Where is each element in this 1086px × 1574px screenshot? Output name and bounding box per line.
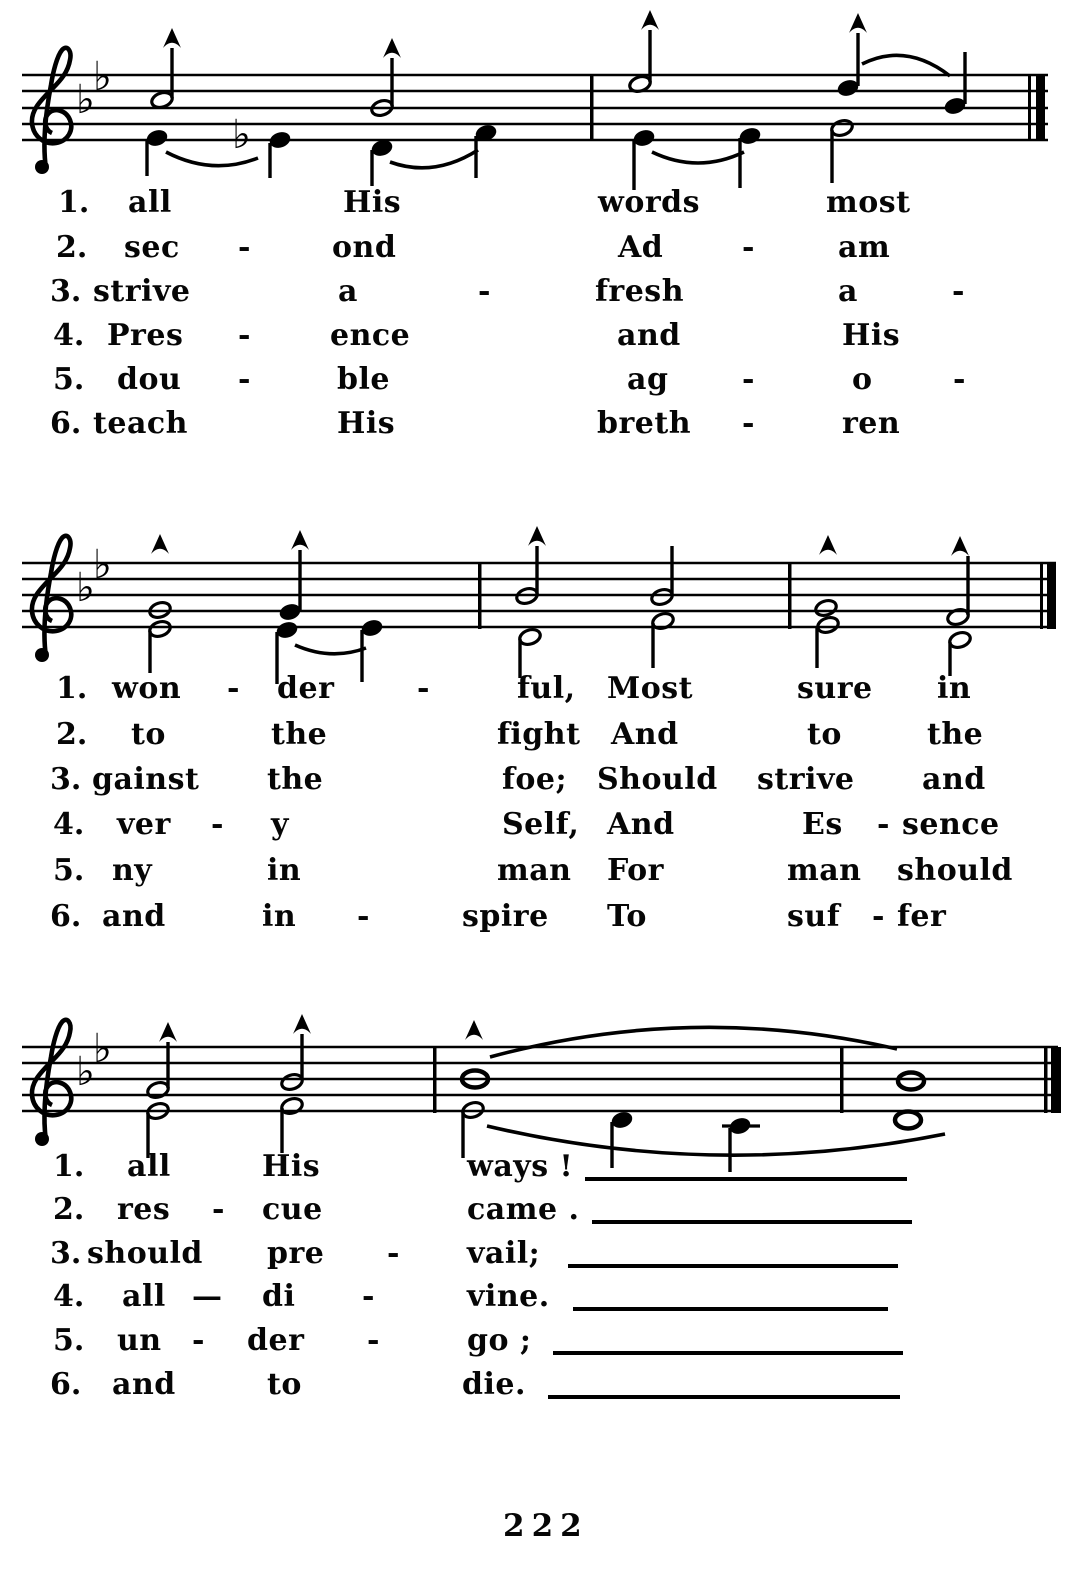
lyric-syllable: all [128, 185, 172, 220]
lyric-syllable: and [102, 899, 166, 934]
lyric-syllable: o [852, 362, 873, 397]
lyric-syllable: His [262, 1149, 321, 1184]
lyric-syllable: foe; [502, 762, 568, 797]
lyric-syllable: came . [467, 1192, 580, 1227]
verse-number: 2. [56, 717, 88, 752]
lyric-syllable: won [112, 671, 182, 706]
page-number: 222 [503, 1508, 589, 1544]
syllable-dash: - [367, 1323, 380, 1358]
lyric-syllable: most [826, 185, 911, 220]
verse-number: 3. [50, 274, 82, 309]
lyric-syllable: sence [902, 807, 1000, 842]
lyric-syllable: fight [497, 717, 581, 752]
lyric-syllable: un [117, 1323, 162, 1358]
lyric-syllable: man [497, 853, 572, 888]
lyric-syllable: ble [337, 362, 390, 397]
syllable-dash: - [952, 274, 965, 309]
lyric-syllable: ence [330, 318, 411, 353]
flat-sign-icon: ♭ [93, 1026, 112, 1072]
lyric-extender [548, 1395, 900, 1399]
flat-sign-icon: ♭ [232, 112, 251, 158]
lyric-syllable: should [897, 853, 1013, 888]
lyric-syllable: ny [112, 853, 153, 888]
lyric-syllable: all [127, 1149, 171, 1184]
lyric-syllable: der [277, 671, 335, 706]
lyric-syllable: Pres [107, 318, 184, 353]
syllable-dash: - [238, 230, 251, 265]
lyric-syllable: to [807, 717, 842, 752]
syllable-dash: - [211, 807, 224, 842]
syllable-dash: - [872, 899, 885, 934]
syllable-dash: - [478, 274, 491, 309]
verse-number: 6. [50, 406, 82, 441]
lyric-syllable: ond [332, 230, 397, 265]
verse-number: 2. [56, 230, 88, 265]
lyric-extender [585, 1177, 907, 1181]
lyric-syllable: cue [262, 1192, 323, 1227]
lyric-syllable: di [262, 1279, 296, 1314]
verse-number: 1. [53, 1149, 85, 1184]
lyric-syllable: to [131, 717, 166, 752]
lyric-syllable: die. [462, 1367, 526, 1402]
lyric-syllable: Es [802, 807, 843, 842]
lyric-syllable: Self, [502, 807, 580, 842]
lyric-extender [592, 1220, 912, 1224]
lyric-syllable: pre [267, 1236, 325, 1271]
verse-number: 5. [53, 362, 85, 397]
lyric-syllable: dou [117, 362, 182, 397]
lyric-syllable: man [787, 853, 862, 888]
verse-number: 3. [50, 1236, 82, 1271]
verse-number: 4. [53, 1279, 85, 1314]
syllable-dash: - [742, 230, 755, 265]
lyric-syllable: sure [797, 671, 873, 706]
syllable-dash: - [742, 362, 755, 397]
lyric-syllable: For [607, 853, 664, 888]
lyric-syllable: spire [462, 899, 549, 934]
flat-sign-icon: ♭ [76, 565, 95, 611]
verse-number: 4. [53, 318, 85, 353]
verse-number: 2. [53, 1192, 85, 1227]
lyric-syllable: sec [124, 230, 180, 265]
lyric-syllable: His [337, 406, 396, 441]
lyric-syllable: res [117, 1192, 171, 1227]
syllable-dash: - [238, 318, 251, 353]
lyric-syllable: strive [757, 762, 855, 797]
lyric-syllable: gainst [92, 762, 200, 797]
lyric-syllable: am [838, 230, 891, 265]
lyric-syllable: ag [627, 362, 669, 397]
syllable-dash: - [877, 807, 890, 842]
syllable-dash: - [238, 362, 251, 397]
lyric-syllable: in [937, 671, 972, 706]
lyric-syllable: Should [597, 762, 718, 797]
lyric-syllable: and [112, 1367, 176, 1402]
lyric-syllable: y [271, 807, 289, 842]
syllable-dash: — [192, 1279, 223, 1314]
lyric-syllable: the [927, 717, 984, 752]
lyric-syllable: ful, [517, 671, 576, 706]
lyric-syllable: fresh [595, 274, 684, 309]
lyric-syllable: suf [787, 899, 841, 934]
verse-number: 5. [53, 853, 85, 888]
syllable-dash: - [417, 671, 430, 706]
verse-number: 1. [56, 671, 88, 706]
lyric-syllable: der [247, 1323, 305, 1358]
lyric-syllable: His [842, 318, 901, 353]
lyric-syllable: breth [597, 406, 692, 441]
lyric-syllable: His [343, 185, 402, 220]
lyric-syllable: the [267, 762, 324, 797]
lyric-syllable: a [838, 274, 858, 309]
lyric-syllable: to [267, 1367, 302, 1402]
flat-sign-icon: ♭ [93, 54, 112, 100]
lyric-syllable: words [598, 185, 701, 220]
lyric-syllable: teach [93, 406, 188, 441]
lyric-syllable: Ad [618, 230, 664, 265]
flat-sign-icon: ♭ [76, 1049, 95, 1095]
lyric-syllable: should [87, 1236, 203, 1271]
lyric-syllable: And [607, 807, 675, 842]
verse-number: 3. [50, 762, 82, 797]
verse-number: 1. [58, 185, 90, 220]
lyric-syllable: ways ! [467, 1149, 574, 1184]
lyric-syllable: the [271, 717, 328, 752]
lyric-syllable: vine. [467, 1279, 550, 1314]
lyric-syllable: a [338, 274, 358, 309]
lyric-syllable: ver [117, 807, 171, 842]
syllable-dash: - [362, 1279, 375, 1314]
syllable-dash: - [742, 406, 755, 441]
lyric-syllable: strive [93, 274, 191, 309]
flat-sign-icon: ♭ [76, 77, 95, 123]
lyric-extender [553, 1351, 903, 1355]
syllable-dash: - [953, 362, 966, 397]
lyric-syllable: ren [842, 406, 901, 441]
syllable-dash: - [387, 1236, 400, 1271]
lyric-extender [573, 1307, 888, 1311]
verse-number: 5. [53, 1323, 85, 1358]
syllable-dash: - [212, 1192, 225, 1227]
lyric-syllable: fer [897, 899, 947, 934]
lyric-syllable: all [122, 1279, 166, 1314]
lyric-syllable: Most [607, 671, 693, 706]
syllable-dash: - [227, 671, 240, 706]
syllable-dash: - [357, 899, 370, 934]
lyric-syllable: and [617, 318, 681, 353]
flat-sign-icon: ♭ [93, 542, 112, 588]
lyric-syllable: go ; [467, 1323, 532, 1358]
verse-number: 6. [50, 899, 82, 934]
lyric-syllable: in [267, 853, 302, 888]
verse-number: 4. [53, 807, 85, 842]
lyric-syllable: vail; [467, 1236, 541, 1271]
lyric-syllable: To [607, 899, 647, 934]
verse-number: 6. [50, 1367, 82, 1402]
syllable-dash: - [192, 1323, 205, 1358]
lyric-syllable: and [922, 762, 986, 797]
lyric-extender [568, 1264, 898, 1268]
lyric-syllable: in [262, 899, 297, 934]
lyric-syllable: And [611, 717, 679, 752]
